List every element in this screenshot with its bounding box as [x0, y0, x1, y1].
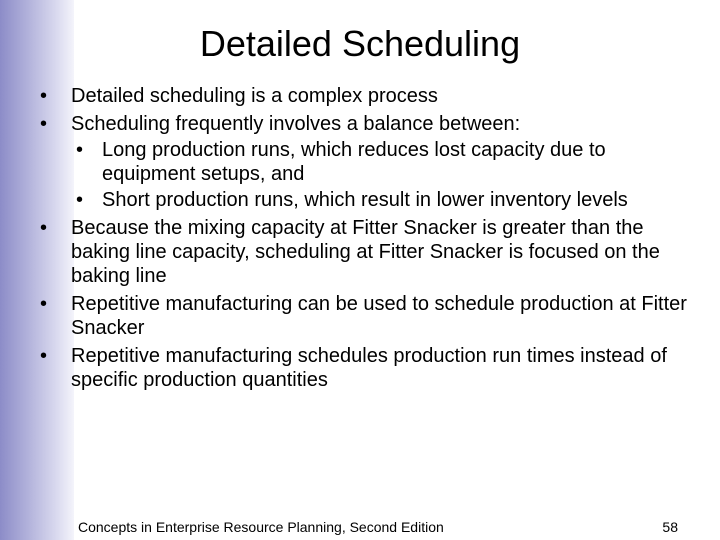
bullet-item: [40, 292, 690, 340]
bullet-item: [40, 344, 690, 392]
bullet-item: [40, 84, 690, 108]
bullet-text: Repetitive manufacturing can be used to schedule production at Fitter Snacker: [71, 293, 687, 339]
bullet-item: [40, 216, 690, 288]
bullet-list: [40, 84, 690, 396]
sub-bullet-text: Long production runs, which reduces lost capacity due to equipment setups, and: [102, 139, 606, 185]
sub-bullet-item: [71, 188, 690, 212]
bullet-item: [40, 112, 690, 212]
bullet-text: Detailed scheduling is a complex process: [71, 85, 438, 107]
bullet-text: Because the mixing capacity at Fitter Snacker is greater than the baking line capacity, scheduling at Fitter Snacker is focused on the baking line: [71, 217, 660, 287]
sub-bullet-item: [71, 138, 690, 186]
bullet-text: Scheduling frequently involves a balance between:: [71, 113, 521, 135]
page-number: 58: [662, 519, 678, 535]
sub-bullet-text: Short production runs, which result in lower inventory levels: [102, 189, 628, 211]
bullet-text: Repetitive manufacturing schedules production run times instead of specific production quantities: [71, 345, 667, 391]
footer-text: Concepts in Enterprise Resource Planning, Second Edition: [78, 519, 444, 535]
sub-bullet-list: [71, 138, 690, 212]
slide-title: Detailed Scheduling: [199, 23, 521, 64]
